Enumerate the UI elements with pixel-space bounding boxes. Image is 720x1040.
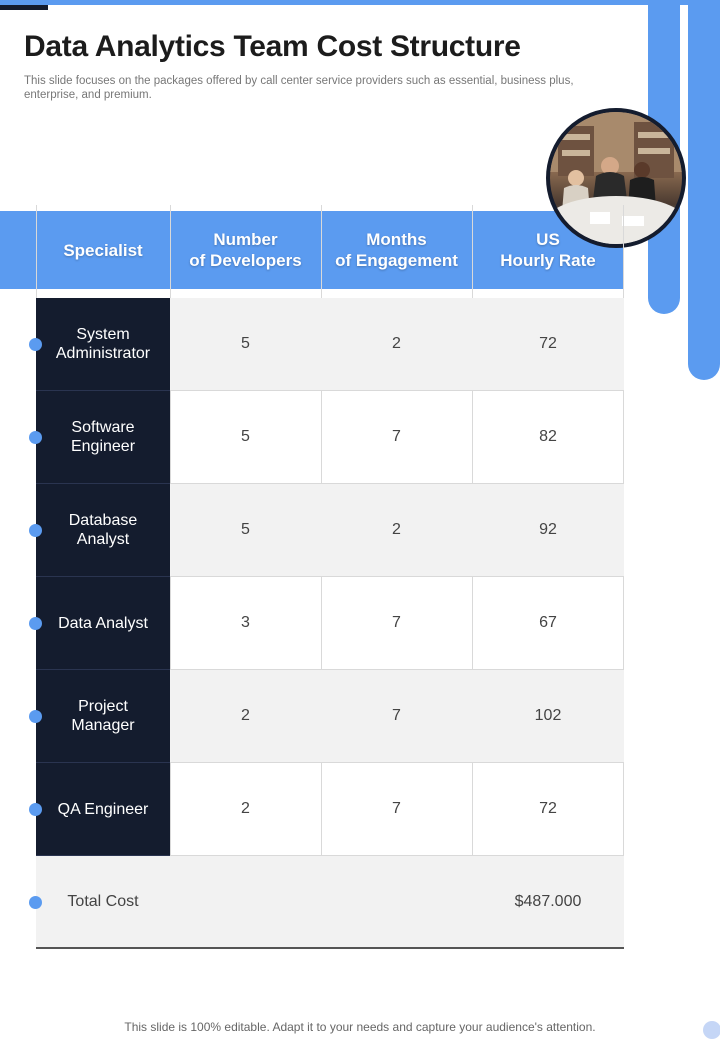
table-row — [36, 577, 624, 670]
rate-cell: 82 — [472, 391, 624, 484]
row-marker-dot — [29, 338, 42, 351]
specialist-cell — [36, 670, 170, 763]
table-row — [36, 391, 624, 484]
months-cell: 2 — [321, 298, 472, 391]
row-marker-dot — [29, 431, 42, 444]
row-marker-dot — [29, 617, 42, 630]
months-cell: 2 — [321, 484, 472, 577]
rate-cell: 92 — [472, 484, 624, 577]
table-bottom-border — [36, 947, 624, 949]
header-months-label: Months of Engagement — [335, 230, 458, 270]
corner-decorative-dot — [703, 1021, 720, 1039]
row-marker-dot — [29, 803, 42, 816]
header-months — [321, 211, 472, 289]
table-row — [36, 670, 624, 763]
total-label-cell: Total Cost — [36, 856, 170, 949]
decorative-pill-right — [688, 0, 720, 380]
slide-title: Data Analytics Team Cost Structure — [24, 30, 521, 63]
specialist-cell — [36, 391, 170, 484]
specialist-label: Database Analyst — [68, 512, 138, 548]
total-developers-cell — [170, 856, 321, 949]
total-row — [36, 856, 624, 949]
rate-cell: 102 — [472, 670, 624, 763]
specialist-cell — [36, 484, 170, 577]
specialist-cell — [36, 763, 170, 856]
months-cell: 7 — [321, 763, 472, 856]
specialist-label: Project Manager — [71, 698, 135, 734]
specialist-label: Data Analyst — [58, 614, 148, 632]
developers-cell: 2 — [170, 763, 321, 856]
row-marker-dot — [29, 524, 42, 537]
developers-cell: 3 — [170, 577, 321, 670]
developers-cell: 5 — [170, 298, 321, 391]
table-row — [36, 298, 624, 391]
specialist-label: System Administrator — [55, 326, 151, 362]
header-developers — [170, 211, 321, 289]
slide-footer: This slide is 100% editable. Adapt it to your needs and capture your audience's attention. — [124, 1020, 596, 1034]
header-rate — [472, 211, 624, 289]
table-row — [36, 763, 624, 856]
row-marker-dot — [29, 710, 42, 723]
months-cell: 7 — [321, 670, 472, 763]
header-specialist-label: Specialist — [63, 240, 143, 260]
slide-subtitle: This slide focuses on the packages offered by call center service providers such as essential, business plus, enterprise, and premium. — [24, 75, 574, 101]
top-accent-bar — [0, 0, 720, 5]
row-marker-dot — [29, 896, 42, 909]
specialist-label: QA Engineer — [57, 800, 149, 818]
rate-cell: 67 — [472, 577, 624, 670]
developers-cell: 5 — [170, 391, 321, 484]
specialist-cell — [36, 298, 170, 391]
top-dark-accent — [0, 5, 48, 10]
months-cell: 7 — [321, 577, 472, 670]
months-cell: 7 — [321, 391, 472, 484]
header-rate-label: US Hourly Rate — [500, 230, 596, 270]
header-developers-label: Number of Developers — [189, 230, 302, 270]
total-months-cell — [321, 856, 472, 949]
total-rate-cell: $487.000 — [472, 856, 624, 949]
rate-cell: 72 — [472, 763, 624, 856]
header-specialist — [36, 211, 170, 289]
rate-cell: 72 — [472, 298, 624, 391]
table-row — [36, 484, 624, 577]
developers-cell: 5 — [170, 484, 321, 577]
specialist-label: Software Engineer — [70, 419, 136, 455]
specialist-cell — [36, 577, 170, 670]
developers-cell: 2 — [170, 670, 321, 763]
